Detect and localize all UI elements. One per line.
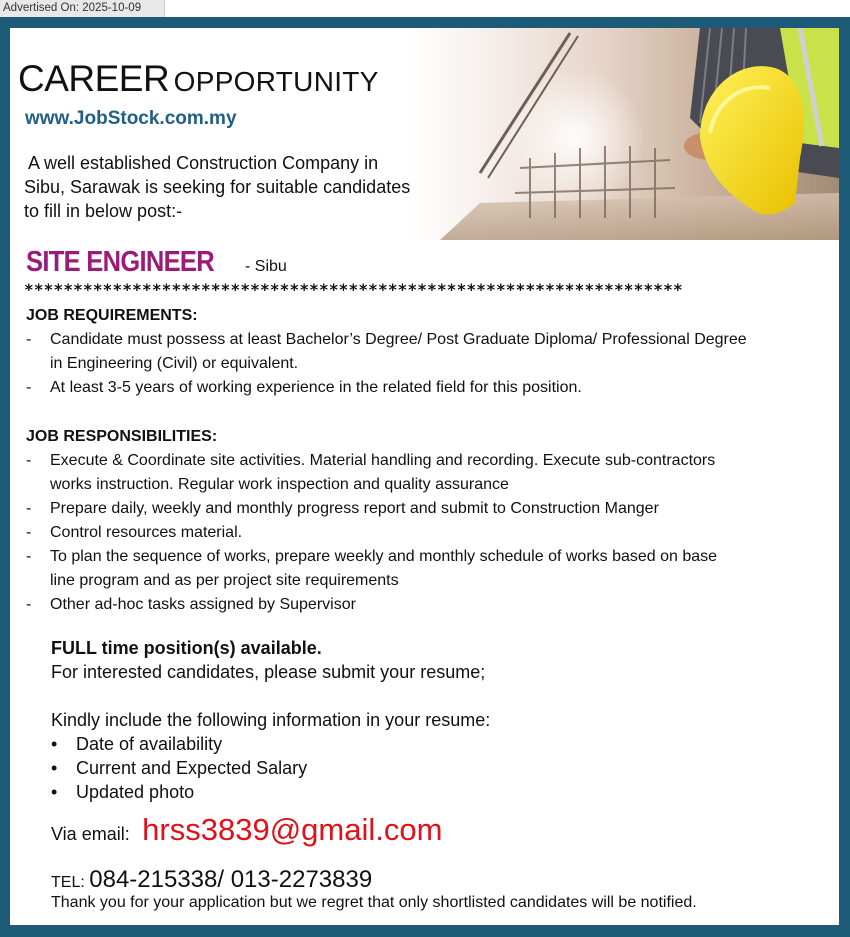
tel-number[interactable]: 084-215338/ 013-2273839 (89, 866, 373, 893)
advertised-date: Advertised On: 2025-10-09 (0, 0, 165, 17)
interested-note: For interested candidates, please submit your resume; (51, 662, 486, 682)
responsibility-line: line program and as per project site requirements (50, 572, 399, 589)
responsibility-item: - Prepare daily, weekly and monthly progress report and submit to Construction Manger (26, 497, 836, 521)
tel-row (51, 866, 372, 894)
requirement-line: in Engineering (Civil) or equivalent. (50, 355, 299, 372)
responsibility-line: To plan the sequence of works, prepare weekly and monthly schedule of works based on base (50, 548, 718, 565)
fulltime-note: FULL time position(s) available. (51, 638, 322, 658)
info-bullet: • Current and Expected Salary (51, 758, 308, 778)
info-bullet-text: Current and Expected Salary (76, 758, 308, 778)
title-main: CAREER (18, 58, 170, 99)
intro-line: A well established Construction Company in (24, 153, 379, 173)
responsibilities-section (26, 425, 836, 617)
responsibility-item: - Other ad-hoc tasks assigned by Supervisor (26, 593, 836, 617)
requirement-line: At least 3-5 years of working experience in the related field for this position. (50, 379, 582, 396)
job-title: SITE ENGINEER (26, 246, 214, 278)
requirements-heading: JOB REQUIREMENTS: (26, 307, 198, 324)
email-row (51, 812, 442, 848)
header-banner (10, 28, 839, 240)
job-title-row (26, 246, 287, 279)
tel-label: TEL: (51, 874, 85, 891)
responsibility-item: - To plan the sequence of works, prepare weekly and monthly schedule of works based on base line program and as per project site requirements (26, 545, 836, 593)
email-label: Via email: (51, 824, 130, 844)
responsibility-line: works instruction. Regular work inspection and quality assurance (50, 476, 509, 493)
responsibility-line: Execute & Coordinate site activities. Material handling and recording. Execute sub-contractors (50, 452, 716, 469)
requirements-section (26, 304, 836, 400)
intro-line: to fill in below post:- (24, 201, 183, 221)
title-sub: OPPORTUNITY (173, 66, 379, 97)
info-bullet-text: Date of availability (76, 734, 223, 754)
requirement-item: - At least 3-5 years of working experience in the related field for this position. (26, 376, 836, 400)
ad-frame (0, 17, 850, 937)
email-address[interactable]: hrss3839@gmail.com (142, 812, 443, 847)
star-separator: ******************************************************************* (24, 280, 683, 299)
intro-text (24, 151, 474, 223)
intro-line: Sibu, Sarawak is seeking for suitable candidates (24, 177, 411, 197)
include-note: Kindly include the following information in your resume: (51, 710, 491, 730)
responsibility-line: Other ad-hoc tasks assigned by Supervisor (50, 596, 356, 613)
requirement-item: - Candidate must possess at least Bachelor’s Degree/ Post Graduate Diploma/ Professional Degree in Engineering (Civil) or equivalent. (26, 328, 836, 376)
closing-section (51, 636, 831, 804)
responsibility-line: Control resources material. (50, 524, 243, 541)
website-link[interactable]: www.JobStock.com.my (25, 108, 237, 129)
info-bullet: • Updated photo (51, 782, 195, 802)
info-bullet: • Date of availability (51, 734, 223, 754)
job-ad-card (10, 28, 839, 925)
info-bullet-text: Updated photo (76, 782, 195, 802)
career-opportunity-title (18, 58, 379, 100)
thanks-note: Thank you for your application but we regret that only shortlisted candidates will be notified. (51, 894, 697, 911)
responsibility-line: Prepare daily, weekly and monthly progress report and submit to Construction Manger (50, 500, 659, 517)
requirement-line: Candidate must possess at least Bachelor’s Degree/ Post Graduate Diploma/ Professional Degree (50, 331, 747, 348)
responsibilities-heading: JOB RESPONSIBILITIES: (26, 428, 218, 445)
responsibility-item: - Execute & Coordinate site activities. Material handling and recording. Execute sub-contractors works instruction. Regular work inspection and quality assurance (26, 449, 836, 497)
responsibility-item: - Control resources material. (26, 521, 836, 545)
job-location: - Sibu (245, 258, 287, 275)
